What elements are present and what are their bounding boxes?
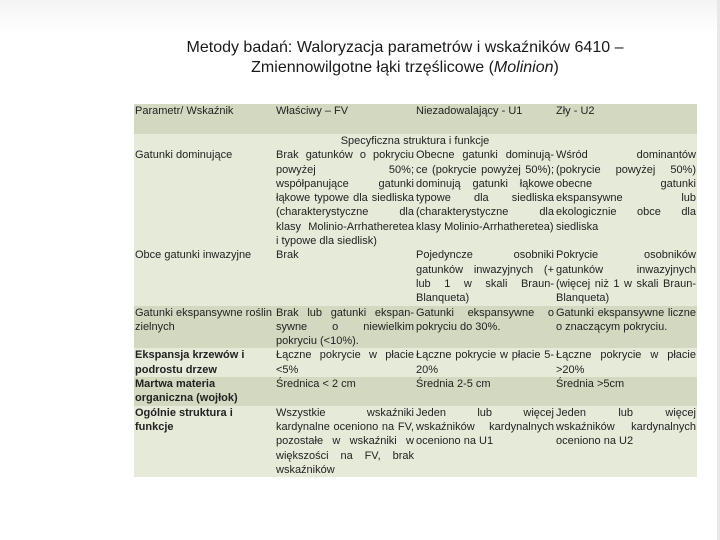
row-param: Gatunki ekspansywne roślin zielnych [134, 306, 275, 349]
cell-u1: Pojedyncze osobniki gatunków inwazyjnych (+ lub 1 w skali Braun-Blanqueta) [416, 249, 554, 305]
cell-fv: Brak gatunków o pokryciu powyżej 50%; współpanujące gatunki łąkowe typowe dla siedliska (charakterystyczne dla klasy Molinio-Arrhatheretea i typowe dla siedlisk) [276, 149, 414, 248]
table-row [134, 148, 697, 248]
title-species-italic: Molinion [493, 59, 554, 76]
cell-fv: Wszystkie wskaźniki kardynalne oceniono na FV, pozostałe w wskaźniki w większości na FV, brak wskaźników [276, 406, 414, 476]
row-param: Ekspansja krzewów i podrostu drzew [134, 348, 275, 377]
table-row [134, 406, 697, 477]
row-param: Obce gatunki inwazyjne [134, 248, 275, 305]
title-line-1: Metody badań: Waloryzacja parametrów i wskaźników 6410 – [186, 39, 624, 56]
cell-u2: Średnia >5cm [555, 377, 697, 406]
cell-fv: Brak lub gatunki ekspan-sywne o niewielkim pokryciu (<10%). [276, 306, 414, 348]
table-header-row [134, 104, 697, 134]
cell-u2: Pokrycie osobników gatunków inwazyjnych (więcej niż 1 w skali Braun-Blanqueta) [556, 249, 696, 305]
cell-u1: Jeden lub więcej wskaźników kardynalnych oceniono na U1 [415, 406, 555, 477]
cell-u2: Gatunki ekspansywne liczne o znaczącym pokryciu. [555, 306, 697, 349]
row-param: Martwa materia organiczna (wojłok) [134, 377, 275, 406]
table-row [134, 306, 697, 349]
cell-u2: Łączne pokrycie w płacie >20% [556, 349, 696, 376]
table-row [134, 348, 697, 377]
section-title: Specyficzna struktura i funkcje [275, 134, 555, 148]
cell-u1: Łączne pokrycie w płacie 5-20% [416, 349, 554, 376]
header-parametr: Parametr/ Wskaźnik [134, 104, 275, 134]
criteria-table [134, 104, 697, 477]
cell-u1: Gatunki ekspansywne o pokryciu do 30%. [415, 306, 555, 349]
title-line-2: Zmiennowilgotne łąki trzęślicowe (Molinion) [251, 59, 559, 76]
cell-u1: Średnia 2-5 cm [415, 377, 555, 406]
cell-u2: Wśród dominantów (pokrycie powyżej 50%) obecne gatunki ekspansywne lub ekologicznie obce dla siedliska [555, 148, 697, 248]
cell-fv: Brak [275, 248, 415, 305]
row-param: Gatunki dominujące [134, 148, 275, 248]
slide-title [120, 38, 690, 78]
cell-u2: Jeden lub więcej wskaźników kardynalnych oceniono na U2 [555, 406, 697, 477]
slide-top-band [0, 0, 720, 34]
header-fv: Właściwy – FV [275, 104, 415, 134]
table-row [134, 377, 697, 406]
section-row [134, 134, 697, 148]
cell-u1: Obecne gatunki dominują-ce (pokrycie powyżej 50%); dominują gatunki łąkowe typowe dla siedliska (charakterystyczne dla klasy Molinio-Arrhatheretea) [415, 148, 555, 248]
header-u2: Zły - U2 [555, 104, 697, 134]
cell-fv: Łączne pokrycie w płacie <5% [276, 349, 414, 376]
row-param: Ogólnie struktura i funkcje [134, 406, 275, 477]
header-u1: Niezadowalający - U1 [415, 104, 555, 134]
cell-fv: Średnica < 2 cm [275, 377, 415, 406]
table-row [134, 248, 697, 305]
